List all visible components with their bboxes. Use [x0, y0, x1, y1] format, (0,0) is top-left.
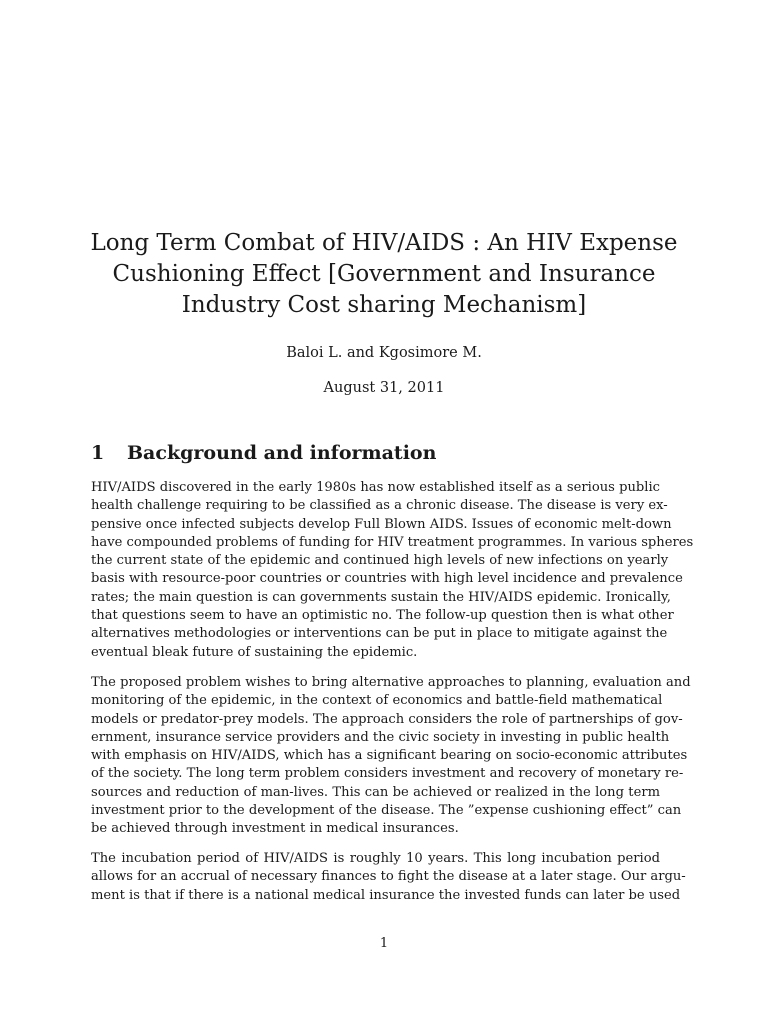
paragraph-line: the current state of the epidemic and continued high levels of new infections on yearly: [91, 553, 669, 569]
paragraph-line: pensive once infected subjects develop Full Blown AIDS. Issues of economic melt-down: [91, 516, 672, 532]
paragraph-line: rates; the main question is can governments sustain the HIV/AIDS epidemic. Ironically,: [91, 589, 671, 605]
section-title: Background and information: [127, 442, 437, 464]
section-heading: [91, 440, 436, 466]
paragraph-line: that questions seem to have an optimistic no. The follow-up question then is what other: [91, 608, 674, 624]
paper-date: August 31, 2011: [323, 380, 445, 396]
paper-authors: Baloi L. and Kgosimore M.: [286, 345, 482, 361]
paragraph-line: models or predator-prey models. The approach considers the role of partnerships of gov-: [91, 711, 683, 727]
page-number: 1: [379, 936, 389, 951]
paragraph-line: of the society. The long term problem considers investment and recovery of monetary re-: [91, 766, 684, 782]
paragraph-line: ment is that if there is a national medical insurance the invested funds can later be used: [91, 887, 681, 903]
paragraph-line: monitoring of the epidemic, in the context of economics and battle-field mathematical: [91, 693, 663, 709]
paragraph-line: health challenge requiring to be classified as a chronic disease. The disease is very ex-: [91, 498, 668, 514]
paper-title-line: Industry Cost sharing Mechanism]: [181, 292, 587, 318]
paper-title: [60, 228, 708, 321]
section-number: 1: [91, 442, 105, 464]
paragraph-line: sources and reduction of man-lives. This can be achieved or realized in the long term: [91, 784, 660, 800]
paragraph: [91, 674, 691, 839]
paper-title-line: Cushioning Effect [Government and Insurance: [112, 261, 656, 287]
paragraph-line: with emphasis on HIV/AIDS, which has a significant bearing on socio-economic attributes: [91, 748, 688, 764]
paragraph-line: ernment, insurance service providers and the civic society in investing in public health: [91, 729, 670, 745]
paragraph-line: eventual bleak future of sustaining the epidemic.: [91, 644, 418, 660]
paragraph-line: HIV/AIDS discovered in the early 1980s has now established itself as a serious public: [91, 480, 660, 495]
paragraph: [91, 850, 686, 905]
paragraph: [91, 479, 694, 662]
paragraph-line: have compounded problems of funding for HIV treatment programmes. In various spheres: [91, 534, 694, 550]
paragraph-line: The incubation period of HIV/AIDS is roughly 10 years. This long incubation period: [91, 851, 660, 866]
paragraph-line: basis with resource-poor countries or countries with high level incidence and prevalence: [91, 571, 683, 587]
paragraph-line: be achieved through investment in medical insurances.: [91, 821, 459, 837]
paragraph-line: investment prior to the development of the disease. The ”expense cushioning effect” can: [91, 803, 682, 819]
paragraph-line: The proposed problem wishes to bring alternative approaches to planning, evaluation and: [91, 675, 691, 690]
paragraph-line: alternatives methodologies or interventions can be put in place to mitigate against the: [91, 626, 668, 642]
paper-title-line: Long Term Combat of HIV/AIDS : An HIV Expense: [90, 230, 678, 256]
paragraph-line: allows for an accrual of necessary finances to fight the disease at a later stage. Our argu-: [91, 869, 686, 885]
